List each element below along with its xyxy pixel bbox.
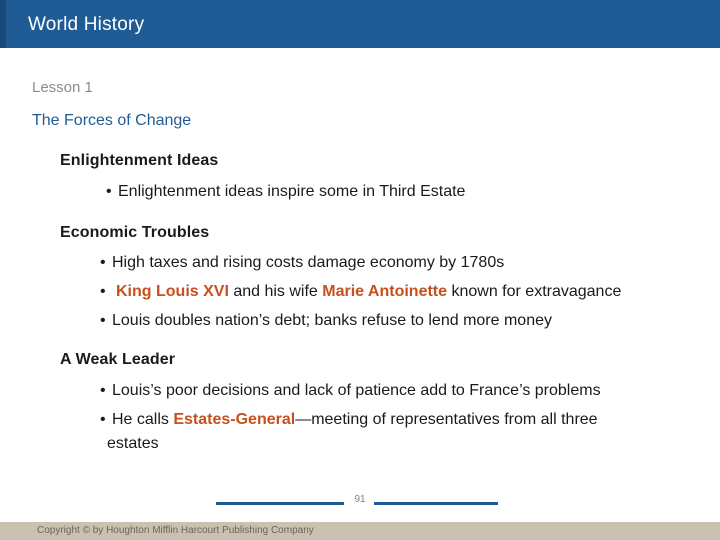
bullet-item: • Louis’s poor decisions and lack of patience add to France’s problems	[100, 379, 601, 403]
highlight-king-louis: King Louis XVI	[116, 283, 229, 300]
lesson-label: Lesson 1	[32, 79, 93, 96]
highlight-estates-general: Estates-General	[173, 411, 296, 428]
bullet-item: • High taxes and rising costs damage economy by 1780s	[100, 251, 504, 275]
footer-rule-right	[374, 502, 498, 505]
header-title: World History	[28, 14, 145, 35]
bullet-dot-icon: •	[100, 254, 106, 271]
heading-weak-leader: A Weak Leader	[60, 351, 176, 368]
footer-rule-left	[216, 502, 344, 505]
bullet-dot-icon: •	[100, 411, 106, 428]
header-bar	[0, 0, 720, 48]
header-accent-stripe	[0, 0, 6, 48]
bullet-item: • Louis doubles nation’s debt; banks refuse to lend more money	[100, 309, 552, 333]
bullet-dot-icon: •	[100, 382, 106, 399]
page-number: 91	[354, 494, 366, 505]
bullet-item: • King Louis XVI and his wife Marie Antoinette known for extravagance	[100, 280, 621, 304]
section-title: The Forces of Change	[32, 112, 192, 129]
heading-economic-troubles: Economic Troubles	[60, 224, 210, 241]
heading-enlightenment-ideas: Enlightenment Ideas	[60, 152, 219, 169]
copyright-text: Copyright © by Houghton Mifflin Harcourt Publishing Company	[37, 525, 314, 536]
bullet-dot-icon: •	[106, 183, 112, 200]
bullet-item: • Enlightenment ideas inspire some in Third Estate	[106, 180, 465, 204]
bullet-dot-icon: •	[100, 312, 106, 329]
bullet-item: • He calls Estates-General—meeting of representatives from all three	[100, 408, 598, 432]
copyright-bar	[0, 522, 720, 540]
highlight-marie-antoinette: Marie Antoinette	[322, 283, 448, 300]
bullet-dot-icon: •	[100, 283, 106, 300]
bullet-continuation: estates	[107, 435, 159, 452]
